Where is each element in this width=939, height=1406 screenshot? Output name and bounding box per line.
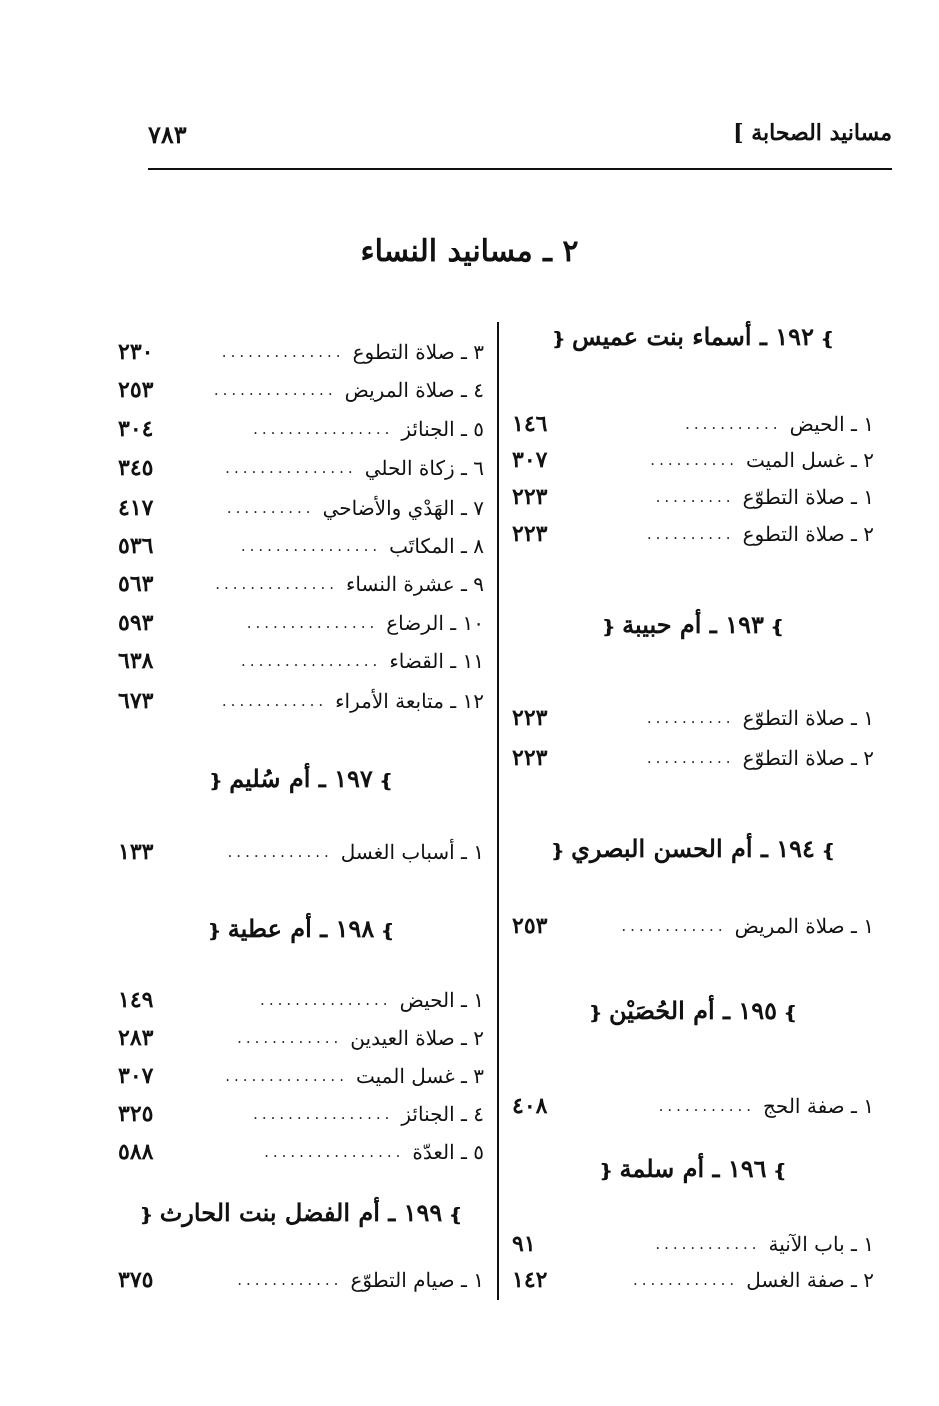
dot-leader: ..............: [221, 343, 345, 361]
entry-page: ١٤٦: [512, 411, 548, 437]
entry-page: ٣٠٧: [118, 1063, 154, 1089]
musnad-heading: [512, 996, 874, 1036]
index-entry: [512, 406, 874, 442]
entry-label: ٩ ـ عشرة النساء: [346, 572, 484, 596]
entry-label: ٢ ـ صلاة التطوع: [742, 522, 874, 546]
dot-leader: ...............: [225, 459, 357, 477]
heading-text: ١٩٦ ـ أم سلمة: [619, 1154, 767, 1183]
entry-label: ١ ـ الحيض: [789, 412, 874, 436]
dot-leader: ................: [253, 1105, 394, 1123]
entry-label: ١ ـ صيام التطوّع: [350, 1268, 484, 1292]
entry-label: ٤ ـ الجنائز: [401, 1102, 484, 1126]
dot-leader: ..........: [650, 451, 738, 469]
dot-leader: ..........: [226, 499, 315, 517]
running-title: مسانيد الصحابة ]: [733, 120, 892, 146]
dot-leader: ..........: [646, 709, 735, 727]
ornament-icon: ❴: [138, 1205, 154, 1226]
dot-leader: ..............: [215, 575, 338, 593]
heading-text: ١٩٩ ـ أم الفضل بنت الحارث: [159, 1198, 443, 1227]
dot-leader: ..............: [225, 1067, 348, 1085]
entry-label: ١ ـ باب الآنية: [768, 1232, 874, 1256]
ornament-icon: ❴: [587, 1003, 603, 1024]
heading-text: ١٩٣ ـ أم حبيبة: [622, 610, 764, 639]
entry-label: ١ ـ صلاة التطوّع: [742, 485, 874, 509]
index-entry: [512, 1088, 874, 1124]
column-divider: [497, 322, 499, 1300]
heading-text: ١٩٨ ـ أم عطية: [227, 914, 375, 943]
musnad-heading: [118, 914, 484, 954]
ornament-icon: ❵: [769, 617, 785, 638]
index-entry: [118, 605, 484, 641]
entry-page: ٤١٧: [118, 495, 154, 521]
entry-page: ١٣٣: [118, 839, 154, 865]
dot-leader: ...........: [658, 1097, 756, 1115]
entry-label: ١ ـ صلاة التطوّع: [742, 706, 874, 730]
entry-page: ٥٨٨: [118, 1139, 154, 1165]
index-entry: [118, 1262, 484, 1298]
section-title: ٢ ـ مسانيد النساء: [360, 234, 579, 269]
page-number: ٧٨٣: [148, 120, 187, 149]
heading-text: ١٩٢ ـ أسماء بنت عميس: [572, 322, 814, 351]
entry-label: ٣ ـ غسل الميت: [355, 1064, 484, 1088]
entry-label: ٢ ـ صلاة العيدين: [350, 1026, 484, 1050]
dot-leader: ..........: [646, 525, 735, 543]
index-entry: [512, 1226, 874, 1262]
index-entry: [512, 740, 874, 776]
ornament-icon: ❴: [549, 841, 566, 862]
entry-page: ٢٣٠: [118, 339, 154, 365]
dot-leader: ...............: [260, 991, 392, 1009]
ornament-icon: ❵: [380, 921, 396, 942]
index-entry: [118, 643, 484, 679]
entry-page: ٢٢٣: [512, 745, 548, 771]
index-entry: [512, 516, 874, 552]
heading-text: ١٩٧ ـ أم سُليم: [229, 764, 373, 793]
entry-label: ٤ ـ صلاة المريض: [344, 378, 484, 402]
index-entry: [118, 834, 484, 870]
entry-page: ٦٣٨: [118, 648, 154, 674]
entry-label: ١١ ـ القضاء: [389, 649, 484, 673]
entry-page: ٢٢٣: [512, 521, 548, 547]
entry-page: ٣٢٥: [118, 1101, 154, 1127]
entry-page: ٣٤٥: [118, 455, 154, 481]
musnad-heading: [118, 764, 484, 804]
entry-label: ١ ـ صلاة المريض: [734, 914, 874, 938]
entry-page: ٣٧٥: [118, 1267, 154, 1293]
entry-label: ١ ـ صفة الحج: [763, 1094, 874, 1118]
entry-label: ٨ ـ المكاتَب: [389, 534, 484, 558]
entry-label: ٣ ـ صلاة التطوع: [352, 340, 484, 364]
dot-leader: ............: [221, 692, 328, 710]
entry-label: ٢ ـ صفة الغسل: [746, 1268, 874, 1292]
dot-leader: .........: [655, 488, 735, 506]
ornament-icon: ❵: [378, 771, 394, 792]
entry-page: ١٤٩: [118, 987, 154, 1013]
ornament-icon: ❵: [819, 329, 836, 350]
ornament-icon: ❴: [601, 617, 617, 638]
entry-page: ٣٠٧: [512, 447, 548, 473]
ornament-icon: ❵: [448, 1205, 464, 1226]
index-entry: [118, 566, 484, 602]
entry-label: ٥ ـ العدّة: [412, 1140, 484, 1164]
ornament-icon: ❵: [772, 1161, 788, 1182]
entry-page: ٥٦٣: [118, 571, 154, 597]
index-entry: [118, 1134, 484, 1170]
index-entry: [512, 700, 874, 736]
entry-page: ٤٠٨: [512, 1093, 548, 1119]
musnad-heading: [512, 610, 874, 650]
index-entry: [512, 479, 874, 515]
heading-text: ١٩٥ ـ أم الحُصَيْن: [608, 996, 778, 1025]
index-entry: [118, 683, 484, 719]
dot-leader: ................: [253, 420, 394, 438]
index-entry: [118, 528, 484, 564]
entry-page: ٣٠٤: [118, 416, 154, 442]
index-entry: [512, 442, 874, 478]
entry-label: ٢ ـ غسل الميت: [745, 448, 874, 472]
entry-page: ١٤٢: [512, 1267, 548, 1293]
ornament-icon: ❴: [598, 1161, 614, 1182]
entry-page: ٢٥٣: [118, 377, 154, 403]
entry-label: ١٠ ـ الرضاع: [386, 611, 484, 635]
ornament-icon: ❴: [206, 921, 222, 942]
dot-leader: ..............: [213, 381, 337, 399]
index-entry: [118, 411, 484, 447]
entry-page: ٢٢٣: [512, 484, 548, 510]
entry-label: ١ ـ أسباب الغسل: [340, 840, 484, 864]
entry-page: ٥٣٦: [118, 533, 154, 559]
entry-page: ٩١: [512, 1231, 536, 1257]
index-entry: [118, 372, 484, 408]
dot-leader: ............: [621, 917, 727, 935]
entry-label: ٧ ـ الهَدْي والأضاحي: [322, 496, 484, 520]
dot-leader: ...............: [246, 614, 379, 632]
dot-leader: ............: [237, 1029, 343, 1047]
index-entry: [118, 334, 484, 370]
musnad-heading: [118, 1198, 484, 1238]
index-entry: [118, 1058, 484, 1094]
ornament-icon: ❴: [550, 329, 567, 350]
dot-leader: ............: [655, 1235, 761, 1253]
dot-leader: ................: [241, 652, 382, 670]
musnad-heading: [512, 322, 874, 362]
page-header: [148, 112, 892, 170]
dot-leader: ................: [240, 537, 382, 555]
dot-leader: ................: [264, 1143, 405, 1161]
ornament-icon: ❴: [208, 771, 224, 792]
index-entry: [118, 450, 484, 486]
entry-label: ١٢ ـ متابعة الأمراء: [335, 689, 484, 713]
entry-page: ٢٥٣: [512, 913, 548, 939]
entry-page: ٢٨٣: [118, 1025, 154, 1051]
heading-text: ١٩٤ ـ أم الحسن البصري: [571, 834, 815, 863]
dot-leader: ............: [237, 1271, 343, 1289]
index-entry: [118, 1020, 484, 1056]
entry-label: ٢ ـ صلاة التطوّع: [742, 746, 874, 770]
entry-label: ١ ـ الحيض: [399, 988, 484, 1012]
dot-leader: ...........: [685, 415, 782, 433]
index-entry: [512, 1262, 874, 1298]
ornament-icon: ❵: [820, 841, 837, 862]
index-entry: [118, 1096, 484, 1132]
entry-label: ٥ ـ الجنائز: [401, 417, 484, 441]
entry-page: ٥٩٣: [118, 610, 154, 636]
entry-page: ٢٢٣: [512, 705, 548, 731]
dot-leader: ..........: [646, 749, 735, 767]
musnad-heading: [512, 1154, 874, 1194]
dot-leader: ............: [632, 1271, 739, 1289]
entry-page: ٦٧٣: [118, 688, 154, 714]
musnad-heading: [512, 834, 874, 874]
index-entry: [118, 982, 484, 1018]
entry-label: ٦ ـ زكاة الحلي: [364, 456, 484, 480]
index-entry: [118, 490, 484, 526]
ornament-icon: ❵: [783, 1003, 799, 1024]
index-entry: [512, 908, 874, 944]
dot-leader: ............: [227, 843, 333, 861]
